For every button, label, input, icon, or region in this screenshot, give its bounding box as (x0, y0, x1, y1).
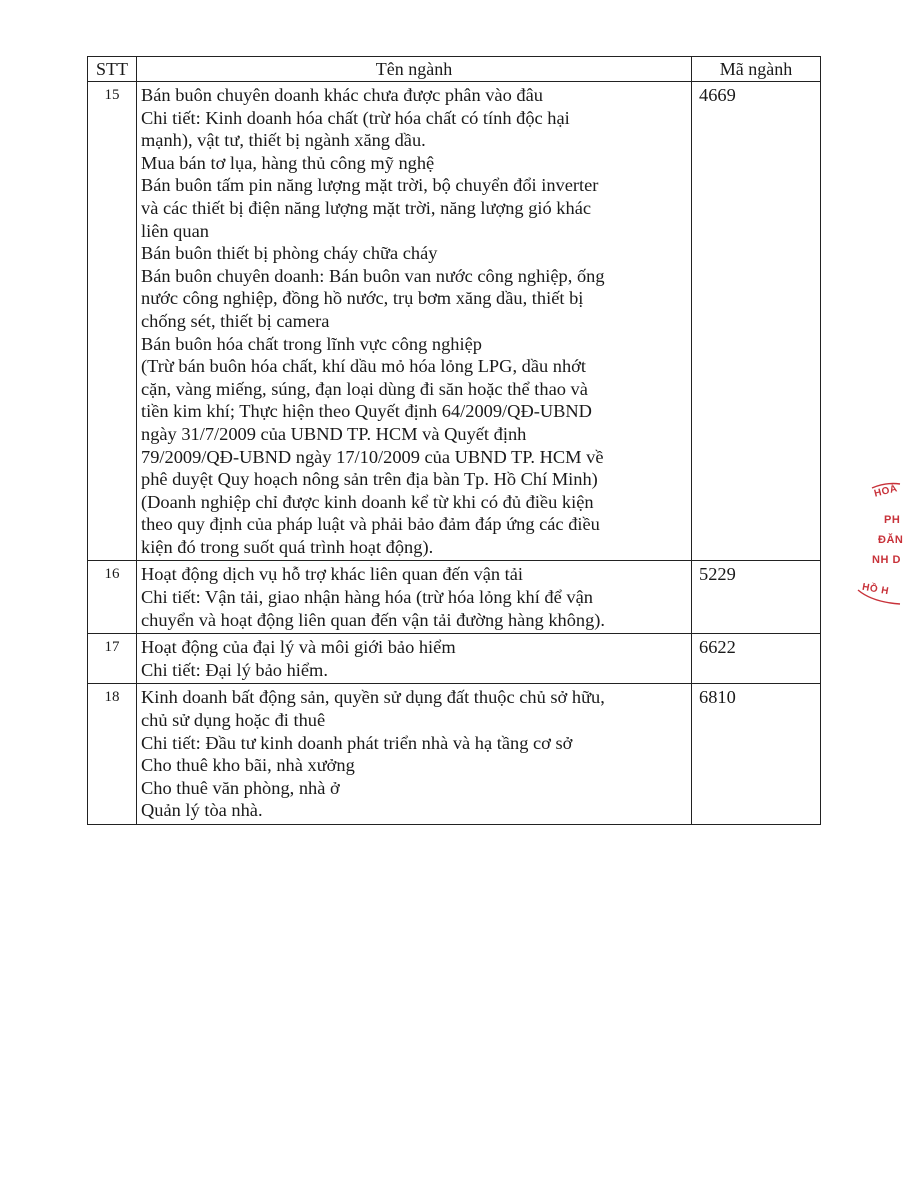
table-row (88, 634, 821, 684)
row-stt: 18 (88, 684, 137, 825)
row-industry-code: 5229 (692, 561, 821, 634)
industry-text-line: chống sét, thiết bị camera (141, 310, 330, 331)
header-industry-code: Mã ngành (692, 57, 821, 82)
table-header-row (88, 57, 821, 82)
industry-text-line: chủ sử dụng hoặc đi thuê (141, 710, 326, 731)
stamp-text-4: NH D (872, 554, 901, 566)
industry-text-line: Chi tiết: Kinh doanh hóa chất (trừ hóa chất có tính độc hại (141, 107, 570, 128)
row-industry-name (137, 634, 692, 684)
row-industry-name (137, 561, 692, 634)
industry-text-line: Chi tiết: Đại lý bảo hiểm. (141, 659, 328, 680)
industry-text-line: tiền kim khí; Thực hiện theo Quyết định 64/2009/QĐ-UBND (141, 401, 592, 422)
industry-text-line: (Doanh nghiệp chỉ được kinh doanh kể từ khi có đủ điều kiện (141, 491, 594, 512)
stamp-text-3: ĐĂN (878, 534, 903, 546)
industry-text-line: ngày 31/7/2009 của UBND TP. HCM và Quyết định (141, 423, 527, 444)
row-industry-name (137, 82, 692, 561)
industry-text-line: Bán buôn thiết bị phòng cháy chữa cháy (141, 243, 438, 264)
industry-text-line: Quản lý tòa nhà. (141, 800, 263, 821)
red-seal-stamp (852, 478, 903, 613)
table-body (88, 82, 821, 825)
industry-text-line: theo quy định của pháp luật và phải bảo đảm đáp ứng các điều (141, 514, 600, 535)
industry-text-line: chuyển và hoạt động liên quan đến vận tải đường hàng không). (141, 609, 606, 630)
industry-text-line: Chi tiết: Vận tải, giao nhận hàng hóa (trừ hóa lỏng khí để vận (141, 587, 593, 608)
industry-text-line: Hoạt động dịch vụ hỗ trợ khác liên quan đến vận tải (141, 564, 524, 585)
industry-text-line: Kinh doanh bất động sản, quyền sử dụng đất thuộc chủ sở hữu, (141, 687, 605, 708)
industry-text-line: và các thiết bị điện năng lượng mặt trời, năng lượng gió khác (141, 197, 592, 218)
industry-text-line: cặn, vàng miếng, súng, đạn loại dùng đi săn hoặc thể thao và (141, 378, 588, 399)
industry-text-line: Bán buôn hóa chất trong lĩnh vực công nghiệp (141, 333, 482, 354)
industry-text-line: 79/2009/QĐ-UBND ngày 17/10/2009 của UBND TP. HCM về (141, 446, 604, 467)
industry-text-line: (Trừ bán buôn hóa chất, khí dầu mỏ hóa lỏng LPG, dầu nhớt (141, 356, 587, 377)
industry-text-line: kiện đó trong suốt quá trình hoạt động). (141, 536, 434, 557)
row-stt: 17 (88, 634, 137, 684)
row-industry-code: 4669 (692, 82, 821, 561)
industry-text-line: Bán buôn tấm pin năng lượng mặt trời, bộ chuyển đổi inverter (141, 175, 599, 196)
industry-text-line: Hoạt động của đại lý và môi giới bảo hiểm (141, 637, 456, 658)
stamp-text-5: HỒ H (861, 581, 890, 598)
industry-text-line: Bán buôn chuyên doanh: Bán buôn van nước công nghiệp, ống (141, 265, 605, 286)
table-row (88, 561, 821, 634)
industry-text-line: nước công nghiệp, đồng hồ nước, trụ bơm xăng dầu, thiết bị (141, 288, 584, 309)
industry-text-line: mạnh), vật tư, thiết bị ngành xăng dầu. (141, 130, 426, 151)
table-row (88, 684, 821, 825)
header-stt: STT (88, 57, 137, 82)
table-row (88, 82, 821, 561)
industry-text-line: phê duyệt Quy hoạch nông sản trên địa bàn Tp. Hồ Chí Minh) (141, 469, 598, 490)
industry-text-line: Cho thuê văn phòng, nhà ở (141, 777, 340, 798)
industry-text-line: Bán buôn chuyên doanh khác chưa được phân vào đâu (141, 85, 543, 105)
header-industry-name: Tên ngành (137, 57, 692, 82)
row-industry-name (137, 684, 692, 825)
industry-text-line: liên quan (141, 220, 209, 241)
industry-text-line: Mua bán tơ lụa, hàng thủ công mỹ nghệ (141, 152, 435, 173)
stamp-text-1: HOÀ (873, 483, 899, 500)
industry-table (87, 56, 821, 825)
row-industry-code: 6622 (692, 634, 821, 684)
row-stt: 15 (88, 82, 137, 561)
stamp-text-2: PH (884, 514, 901, 526)
row-industry-code: 6810 (692, 684, 821, 825)
industry-text-line: Cho thuê kho bãi, nhà xưởng (141, 755, 355, 776)
row-stt: 16 (88, 561, 137, 634)
industry-text-line: Chi tiết: Đầu tư kinh doanh phát triển nhà và hạ tầng cơ sở (141, 732, 573, 753)
